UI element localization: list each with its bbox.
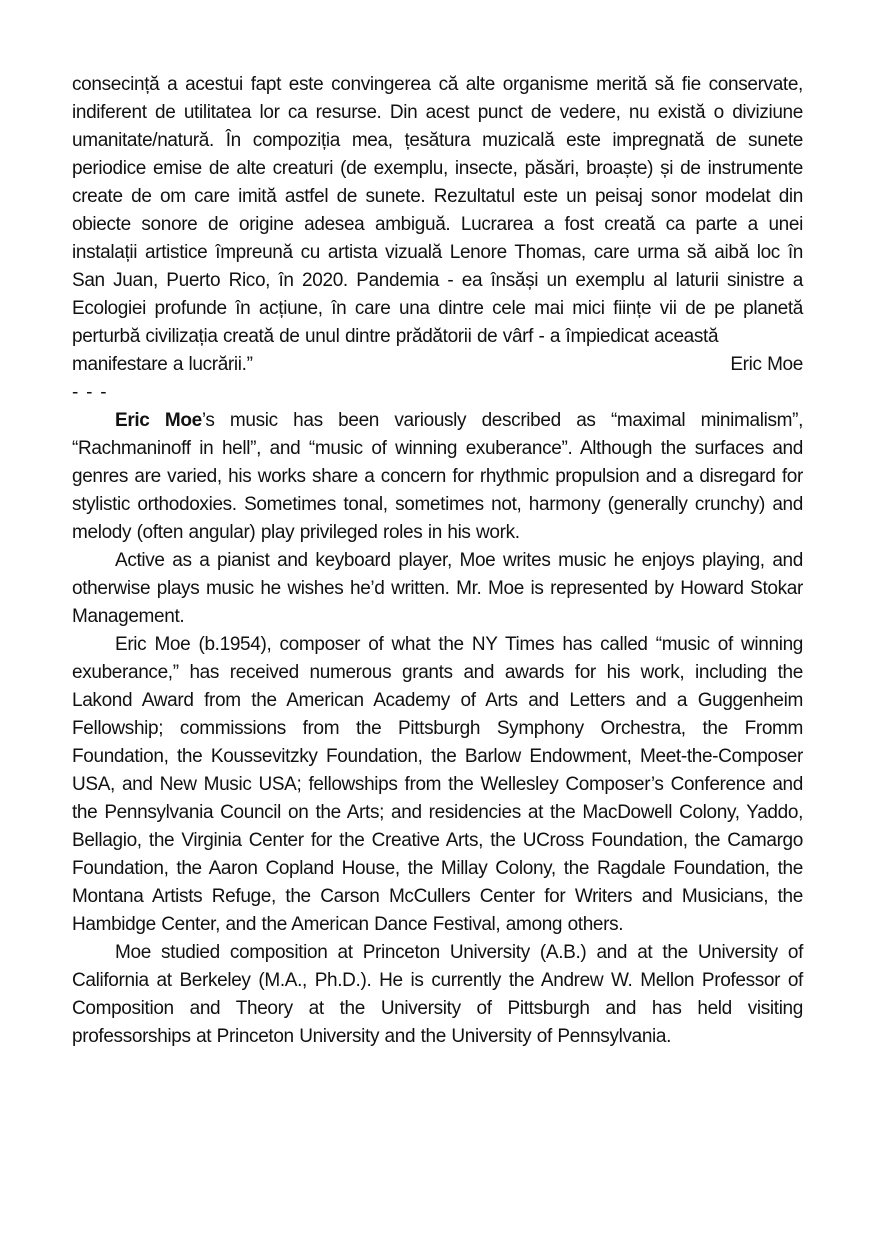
bio-paragraph-2: Active as a pianist and keyboard player, Moe writes music he enjoys playing, and otherwise plays music he wishes he’d written. Mr. Moe is represented by Howard Stokar Management. — [72, 550, 803, 627]
quote-paragraph: consecință a acestui fapt este convingerea că alte organisme merită să fie conservate, indiferent de utilitatea lor ca resurse. Din acest punct de vedere, nu există o diviziune umanitate/natură. În compoziția mea, țesătura muzicală este impregnată de sunete periodice emise de alte creaturi (de exemplu, insecte, păsări, broaște) și de instrumente create de om care imită astfel de sunete. Rezultatul este un peisaj sonor modelat din obiecte sonore de origine adesea ambiguă. Lucrarea a fost creată ca parte a unei instalații artistice împreună cu artista vizuală Lenore Thomas, care urma să aibă loc în San Juan, Puerto Rico, în 2020. Pandemia - ea însăși un exemplu al laturii sinistre a Ecologiei profunde în acțiune, în care una dintre cele mai mici ființe vii de pe planetă perturbă civilizația creată de unul dintre prădătorii de vârf - a împiedicat această — [72, 74, 803, 347]
quote-attribution: Eric Moe — [730, 354, 803, 375]
bio-name-bold: Eric Moe — [115, 410, 202, 431]
quote-closing-line — [72, 351, 803, 379]
bio-paragraph-4: Moe studied composition at Princeton University (A.B.) and at the University of California at Berkeley (M.A., Ph.D.). He is currently the Andrew W. Mellon Professor of Composition and Theory at the University of Pittsburgh and has held visiting professorships at Princeton University and the University of Pennsylvania. — [72, 942, 803, 1047]
section-separator: - - - — [72, 382, 108, 403]
bio-paragraph-1-text: ’s music has been variously described as “maximal minimalism”, “Rachmaninoff in hell”, and “music of winning exuberance”. Although the surfaces and genres are varied, his works share a concern for rhythmic propulsion and a disregard for stylistic orthodoxies. Sometimes tonal, sometimes not, harmony (generally crunchy) and melody (often angular) play privileged roles in his work. — [72, 410, 803, 543]
bio-paragraph-1 — [72, 407, 803, 547]
document-page — [72, 71, 803, 1051]
bio-paragraph-3: Eric Moe (b.1954), composer of what the NY Times has called “music of winning exuberance,” has received numerous grants and awards for his work, including the Lakond Award from the American Academy of Arts and Letters and a Guggenheim Fellowship; commissions from the Pittsburgh Symphony Orchestra, the Fromm Foundation, the Koussevitzky Foundation, the Barlow Endowment, Meet-the-Composer USA, and New Music USA; fellowships from the Wellesley Composer’s Conference and the Pennsylvania Council on the Arts; and residencies at the MacDowell Colony, Yaddo, Bellagio, the Virginia Center for the Creative Arts, the UCross Foundation, the Camargo Foundation, the Aaron Copland House, the Millay Colony, the Ragdale Foundation, the Montana Artists Refuge, the Carson McCullers Center for Writers and Musicians, the Hambidge Center, and the American Dance Festival, among others. — [72, 634, 803, 935]
quote-last-line: manifestare a lucrării.” — [72, 354, 253, 375]
